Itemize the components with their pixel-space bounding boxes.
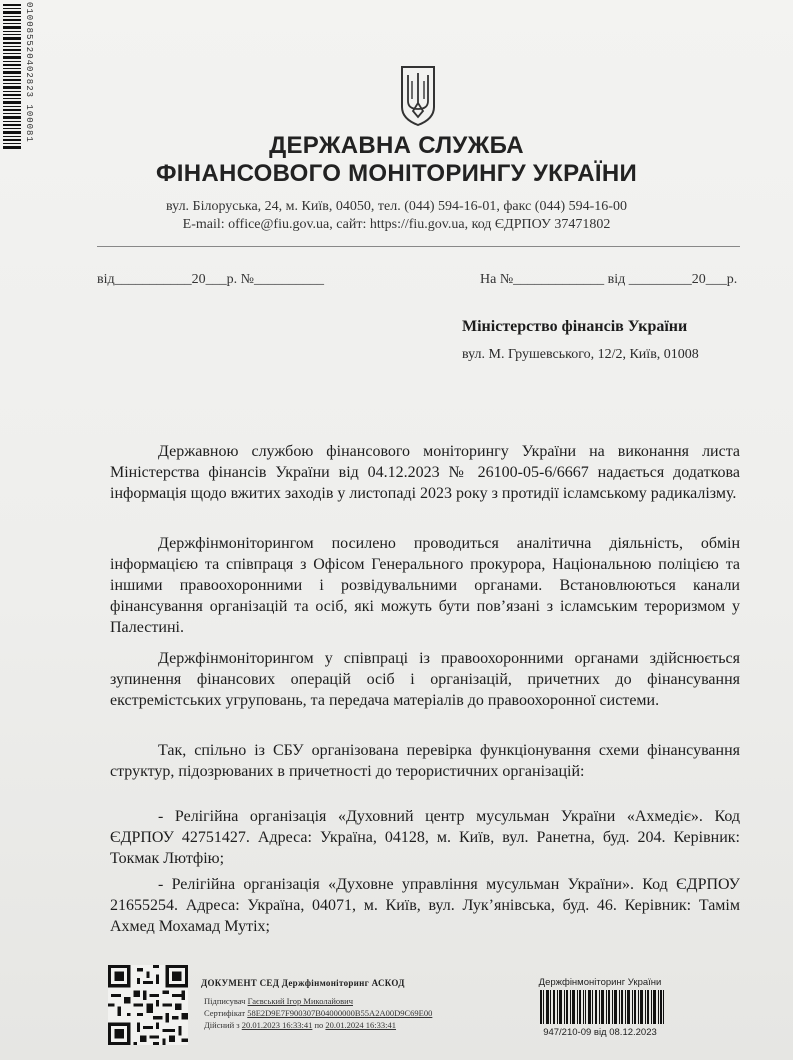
registration-barcode — [540, 990, 664, 1024]
sed-validity-line — [204, 1020, 396, 1030]
sed-signer-line — [204, 996, 353, 1006]
body-paragraph: Так, спільно із СБУ організована перевірка функціонування схеми фінансування структур, підозрюваних в причетності до терористичних організацій: — [110, 742, 740, 780]
body-list-item: - Релігійна організація «Духовне управління мусульман України». Код ЄДРПОУ 21655254. Адреса: Україна, 04071, м. Київ, вул. Лук’янівська, буд. 46. Керівник: Тамім Ахмед Мохамад Мутіх; — [110, 876, 740, 935]
recipient-address: вул. М. Грушевського, 12/2, Київ, 01008 — [462, 347, 699, 362]
recipient-name: Міністерство фінансів України — [462, 318, 688, 335]
sed-valid-to: 20.01.2024 16:33:41 — [325, 1020, 397, 1030]
trident-emblem-icon — [399, 63, 437, 127]
registration-org-label: Держфінмоніторинг України — [538, 977, 662, 988]
sed-cert-label: Сертифікат — [204, 1008, 246, 1018]
body-list-item: - Релігійна організація «Духовний центр мусульман України «Ахмедіє». Код ЄДРПОУ 42751427. Адреса: Україна, 04128, м. Київ, вул. Ранетна, буд. 204. Керівник: Токмак Лютфію; — [110, 808, 740, 867]
sed-stamp-title: ДОКУМЕНТ СЕД Держфінмоніторинг АСКОД — [201, 978, 405, 988]
side-barcode-number: 010085520402823 100081 — [24, 2, 34, 143]
org-address: вул. Білоруська, 24, м. Київ, 04050, тел. (044) 594-16-01, факс (044) 594-16-00 — [166, 199, 627, 214]
sed-signer-label: Підписувач — [204, 996, 246, 1006]
registration-number: 947/210-09 від 08.12.2023 — [543, 1027, 657, 1038]
body-paragraph: Держфінмоніторингом у співпраці із правоохоронними органами здійснюється зупинення фінансових операцій осіб і організацій, причетних до фінансування екстремістських угруповань, та передача матеріалів до правоохоронної системи. — [110, 650, 740, 709]
sed-valid-from: 20.01.2023 16:33:41 — [241, 1020, 313, 1030]
body-paragraph: Держфінмоніторингом посилено проводиться аналітична діяльність, обмін інформацією та співпраця з Офісом Генерального прокурора, Національною поліцією та іншими правоохоронними і розвідувальними органами. Встановлюються канали фінансування організацій та осіб, які можуть бути пов’язані з ісламським тероризмом у Палестині. — [110, 535, 740, 636]
org-title-line1: ДЕРЖАВНА СЛУЖБА — [269, 132, 524, 159]
body-paragraph: Державною службою фінансового моніторингу України на виконання листа Міністерства фінансів України від 04.12.2023 № 26100-05-6/6667 надається додаткова інформація щодо вжитих заходів у листопаді 2023 року з протидії ісламському радикалізму. — [110, 443, 740, 502]
sed-cert-line — [204, 1008, 432, 1018]
sed-signer-name: Гаєвський Ігор Миколайович — [247, 996, 353, 1006]
sed-valid-label: Дійсний з — [204, 1020, 240, 1030]
org-title-line2: ФІНАНСОВОГО МОНІТОРИНГУ УКРАЇНИ — [155, 160, 638, 187]
org-contacts: E-mail: office@fiu.gov.ua, сайт: https://fiu.gov.ua, код ЄДРПОУ 37471802 — [182, 217, 611, 232]
qr-code-icon — [108, 965, 188, 1045]
outgoing-ref-line: від___________20___р. №__________ — [97, 272, 324, 287]
header-divider — [97, 246, 740, 247]
sed-valid-to-label: по — [314, 1020, 324, 1030]
incoming-ref-line: На №_____________ від _________20___р. — [480, 272, 738, 287]
sed-cert-number: 58E2D9E7F900307B04000000B55A2A00D9C69E00 — [247, 1008, 433, 1018]
